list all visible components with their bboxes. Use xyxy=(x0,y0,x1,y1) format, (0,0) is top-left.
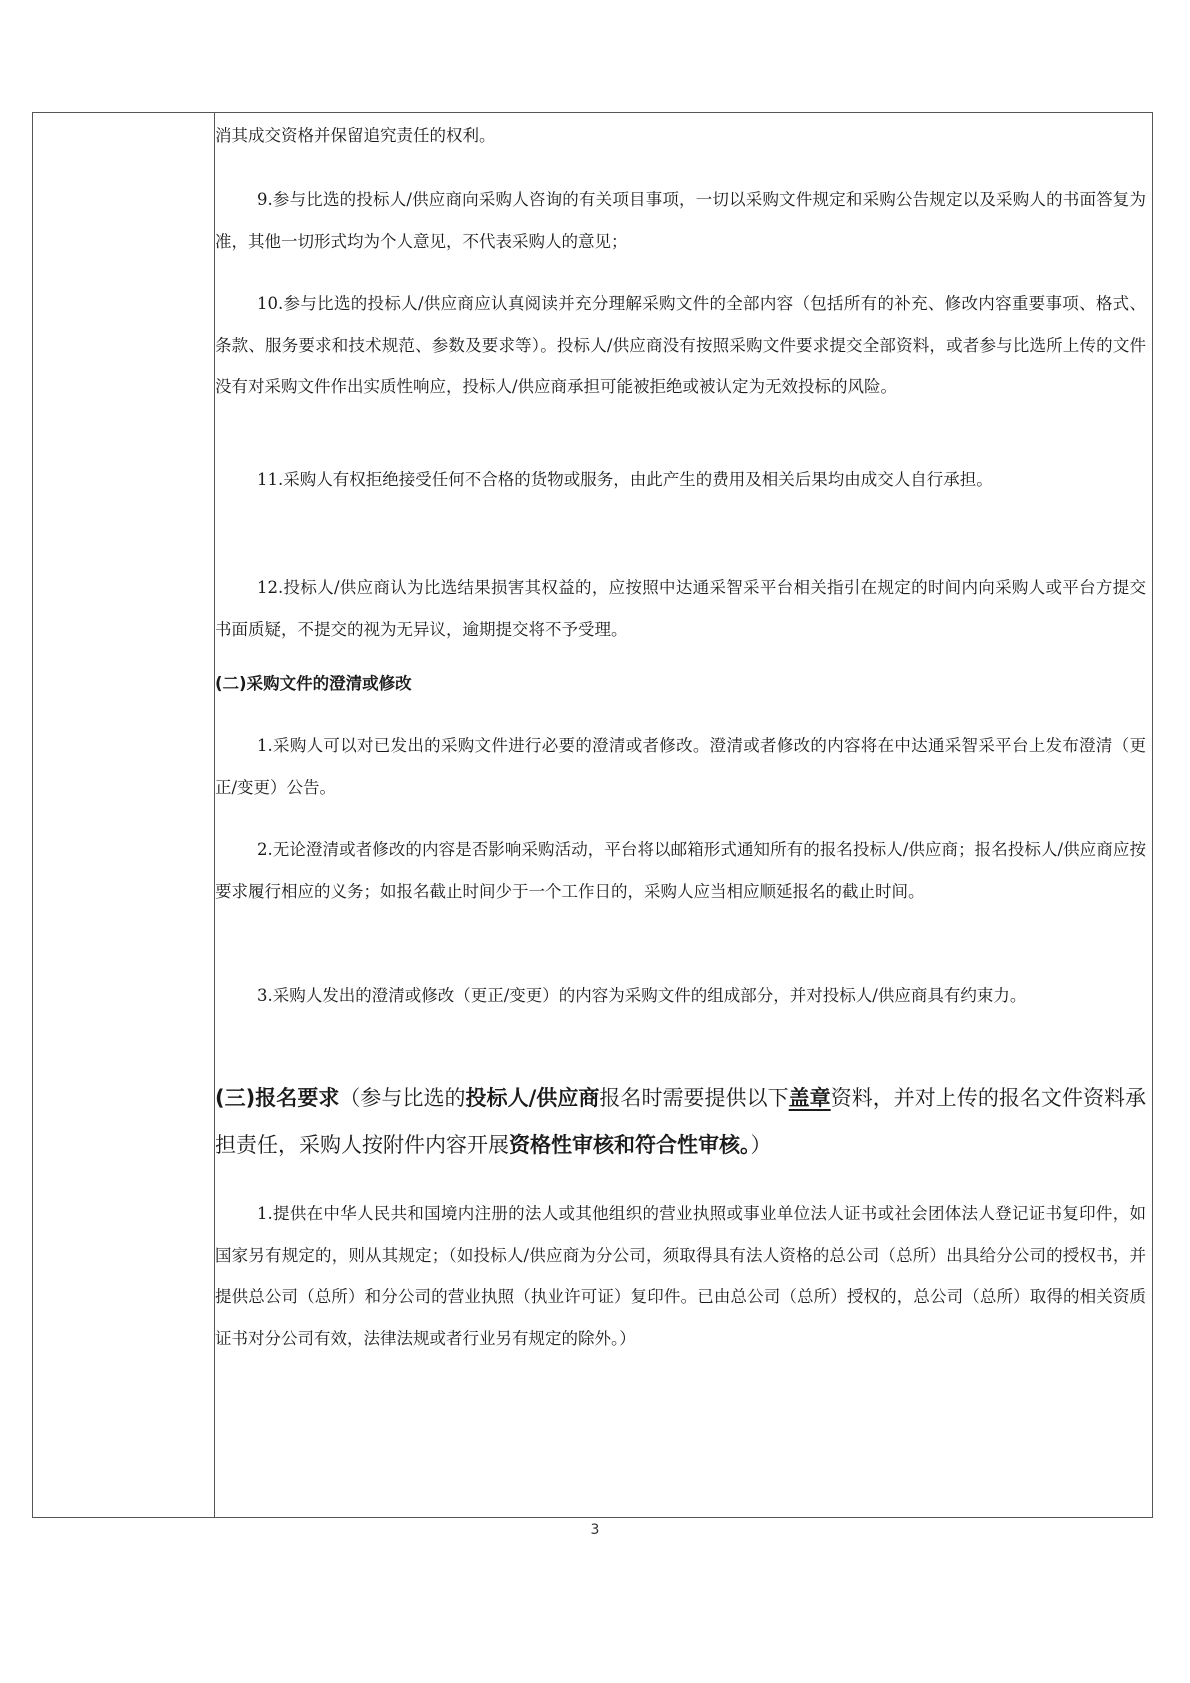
left-column-cell xyxy=(33,113,215,1517)
section-heading-registration xyxy=(215,1075,1146,1169)
registration-title: (三)报名要求 xyxy=(215,1086,340,1110)
clause-9: 9.参与比选的投标人/供应商向采购人咨询的有关项目事项，一切以采购文件规定和采购公告规定以及采购人的书面答复为准，其他一切形式均为个人意见，不代表采购人的意见； xyxy=(215,190,1146,251)
registration-text-3: 资料，并对上传的报名文件资料承担责任，采购人按附件内容开展 xyxy=(215,1086,1147,1157)
right-column-cell xyxy=(215,113,1152,1517)
section-heading-clarification: (二)采购文件的澄清或修改 xyxy=(215,674,412,693)
registration-stamp: 盖章 xyxy=(788,1086,831,1110)
clause-11: 11.采购人有权拒绝接受任何不合格的货物或服务，由此产生的费用及相关后果均由成交人自行承担。 xyxy=(257,470,993,489)
registration-text-4: ） xyxy=(750,1133,772,1157)
clarification-2: 2.无论澄清或者修改的内容是否影响采购活动，平台将以邮箱形式通知所有的报名投标人/供应商；报名投标人/供应商应按要求履行相应的义务；如报名截止时间少于一个工作日的，采购人应当相应顺延报名的截止时间。 xyxy=(215,840,1146,901)
clarification-1: 1.采购人可以对已发出的采购文件进行必要的澄清或者修改。澄清或者修改的内容将在中达通采智采平台上发布澄清（更正/变更）公告。 xyxy=(215,736,1146,797)
clarification-3: 3.采购人发出的澄清或修改（更正/变更）的内容为采购文件的组成部分，并对投标人/供应商具有约束力。 xyxy=(257,986,1027,1005)
registration-bidder: 投标人/供应商 xyxy=(465,1086,600,1110)
clause-12: 12.投标人/供应商认为比选结果损害其权益的，应按照中达通采智采平台相关指引在规定的时间内向采购人或平台方提交书面质疑，不提交的视为无异议，逾期提交将不予受理。 xyxy=(215,578,1146,639)
page-number: 3 xyxy=(590,1522,600,1538)
clause-10: 10.参与比选的投标人/供应商应认真阅读并充分理解采购文件的全部内容（包括所有的补充、修改内容重要事项、格式、条款、服务要求和技术规范、参数及要求等）。投标人/供应商没有按照采购文件要求提交全部资料，或者参与比选所上传的文件没有对采购文件作出实质性响应，投标人/供应商承担可能被拒绝或被认定为无效投标的风险。 xyxy=(215,294,1146,396)
registration-text-1: （参与比选的 xyxy=(339,1086,466,1110)
content-table xyxy=(32,112,1153,1518)
registration-review: 资格性审核和符合性审核。 xyxy=(509,1133,751,1157)
registration-text-2: 报名时需要提供以下 xyxy=(599,1086,789,1110)
continued-paragraph: 消其成交资格并保留追究责任的权利。 xyxy=(215,126,496,145)
requirement-1: 1.提供在中华人民共和国境内注册的法人或其他组织的营业执照或事业单位法人证书或社会团体法人登记证书复印件，如国家另有规定的，则从其规定；（如投标人/供应商为分公司，须取得具有法人资格的总公司（总所）出具给分公司的授权书，并提供总公司（总所）和分公司的营业执照（执业许可证）复印件。已由总公司（总所）授权的，总公司（总所）取得的相关资质证书对分公司有效，法律法规或者行业另有规定的除外。） xyxy=(215,1204,1146,1348)
